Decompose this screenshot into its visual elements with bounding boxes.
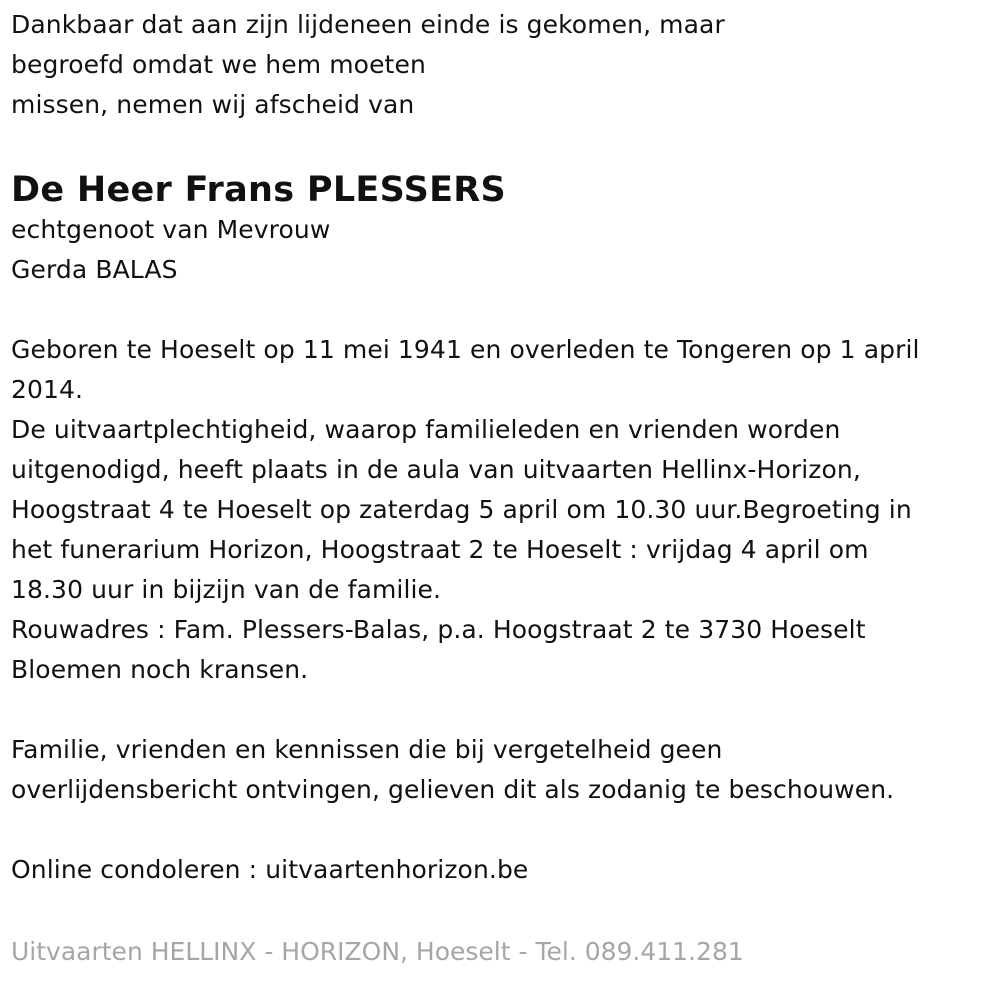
obituary-notice <box>11 0 986 890</box>
intro-line: Dankbaar dat aan zijn lijdeneen einde is gekomen, maar <box>11 10 725 39</box>
details-line: 2014. <box>11 375 84 404</box>
details-line: Geboren te Hoeselt op 11 mei 1941 en overleden te Tongeren op 1 april <box>11 335 920 364</box>
funeral-home-footer: Uitvaarten HELLINX - HORIZON, Hoeselt - Tel. 089.411.281 <box>11 937 744 966</box>
online-condolence: Online condoleren : uitvaartenhorizon.be <box>11 855 529 884</box>
funeral-details <box>11 330 986 690</box>
details-line: Hoogstraat 4 te Hoeselt op zaterdag 5 april om 10.30 uur.Begroeting in <box>11 495 912 524</box>
notification-notice <box>11 730 986 810</box>
details-line: 18.30 uur in bijzijn van de familie. <box>11 575 442 604</box>
intro-text <box>11 5 986 125</box>
intro-line: missen, nemen wij afscheid van <box>11 90 415 119</box>
details-line: uitgenodigd, heeft plaats in de aula van uitvaarten Hellinx-Horizon, <box>11 455 861 484</box>
notice-line: Familie, vrienden en kennissen die bij vergetelheid geen <box>11 735 723 764</box>
notice-line: overlijdensbericht ontvingen, gelieven dit als zodanig te beschouwen. <box>11 775 895 804</box>
deceased-name: De Heer Frans PLESSERS <box>11 170 507 210</box>
spouse-line: echtgenoot van Mevrouw <box>11 215 331 244</box>
details-line: het funerarium Horizon, Hoogstraat 2 te Hoeselt : vrijdag 4 april om <box>11 535 869 564</box>
mourning-address: Rouwadres : Fam. Plessers-Balas, p.a. Hoogstraat 2 te 3730 Hoeselt <box>11 615 866 644</box>
flowers-note: Bloemen noch kransen. <box>11 655 309 684</box>
intro-line: begroefd omdat we hem moeten <box>11 50 426 79</box>
spouse-name: Gerda BALAS <box>11 255 178 284</box>
details-line: De uitvaartplechtigheid, waarop familieleden en vrienden worden <box>11 415 841 444</box>
